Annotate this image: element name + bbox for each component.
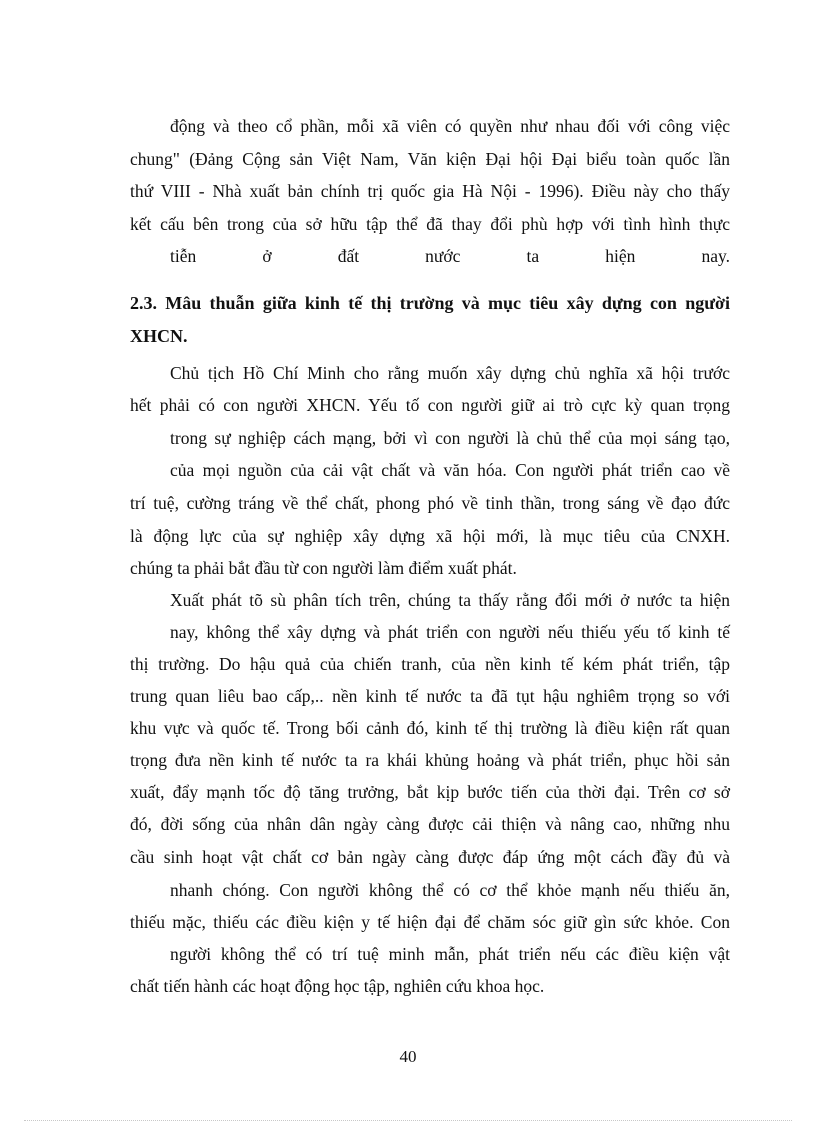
text-line: là động lực của sự nghiệp xây dựng xã hội mới, là mục tiêu của CNXH.	[130, 526, 730, 546]
text-line: thị trường. Do hậu quả của chiến tranh, của nền kinh tế kém phát triển, tập	[130, 654, 730, 674]
text-line: xuất, đẩy mạnh tốc độ tăng trưởng, bắt kịp bước tiến của thời đại. Trên cơ sở	[130, 782, 730, 802]
text-line: thiếu mặc, thiếu các điều kiện y tế hiện đại để chăm sóc giữ gìn sức khỏe. Con	[130, 912, 730, 932]
text-line: cầu sinh hoạt vật chất cơ bản ngày càng được đáp ứng một cách đầy đủ và	[130, 847, 730, 867]
text-line: chúng ta phải bắt đầu từ con người làm điểm xuất phát.	[130, 558, 517, 578]
text-line: chung" (Đảng Cộng sản Việt Nam, Văn kiện Đại hội Đại biểu toàn quốc lần	[130, 149, 730, 169]
text-line: đó, đời sống của nhân dân ngày càng được cải thiện và nâng cao, những nhu	[130, 814, 730, 834]
section-heading: 2.3. Mâu thuẫn giữa kinh tế thị trường và mục tiêu xây dựng con người	[130, 293, 730, 313]
text-line: người không thể có trí tuệ minh mẫn, phát triển nếu các điều kiện vật	[170, 944, 730, 964]
text-line: nhanh chóng. Con người không thể có cơ thể khỏe mạnh nếu thiếu ăn,	[170, 880, 730, 900]
text-line: động và theo cổ phần, mỗi xã viên có quyền như nhau đối với công việc	[170, 116, 730, 136]
page-number: 40	[399, 1047, 417, 1066]
text-line: hết phải có con người XHCN. Yếu tố con người giữ ai trò cực kỳ quan trọng	[130, 395, 730, 415]
text-line: Xuất phát tõ sù phân tích trên, chúng ta thấy rằng đổi mới ở nước ta hiện	[170, 590, 730, 610]
text-line: trong sự nghiệp cách mạng, bởi vì con người là chủ thể của mọi sáng tạo,	[170, 428, 730, 448]
text-line: Chủ tịch Hồ Chí Minh cho rằng muốn xây dựng chủ nghĩa xã hội trước	[170, 363, 730, 383]
text-line: tiễn ở đất nước ta hiện nay.	[170, 246, 730, 266]
text-line: thứ VIII - Nhà xuất bản chính trị quốc gia Hà Nội - 1996). Điều này cho thấy	[130, 181, 730, 201]
section-heading: XHCN.	[130, 326, 188, 346]
text-line: trí tuệ, cường tráng về thể chất, phong phó về tinh thần, trong sáng về đạo đức	[130, 493, 730, 513]
text-line: trung quan liêu bao cấp,.. nền kinh tế nước ta đã tụt hậu nghiêm trọng so với	[130, 686, 730, 706]
text-line: khu vực và quốc tế. Trong bối cảnh đó, kinh tế thị trường là điều kiện rất quan	[130, 718, 730, 738]
text-line: trọng đưa nền kinh tế nước ta ra khái khủng hoảng và phát triển, phục hồi sản	[130, 750, 730, 770]
text-line: chất tiến hành các hoạt động học tập, nghiên cứu khoa học.	[130, 976, 545, 996]
text-line: kết cấu bên trong của sở hữu tập thể đã thay đổi phù hợp với tình hình thực	[130, 214, 730, 234]
page-bottom-divider	[24, 1120, 792, 1121]
text-line: của mọi nguồn của cải vật chất và văn hóa. Con người phát triển cao về	[170, 460, 730, 480]
text-line: nay, không thể xây dựng và phát triển con người nếu thiếu yếu tố kinh tế	[170, 622, 730, 642]
